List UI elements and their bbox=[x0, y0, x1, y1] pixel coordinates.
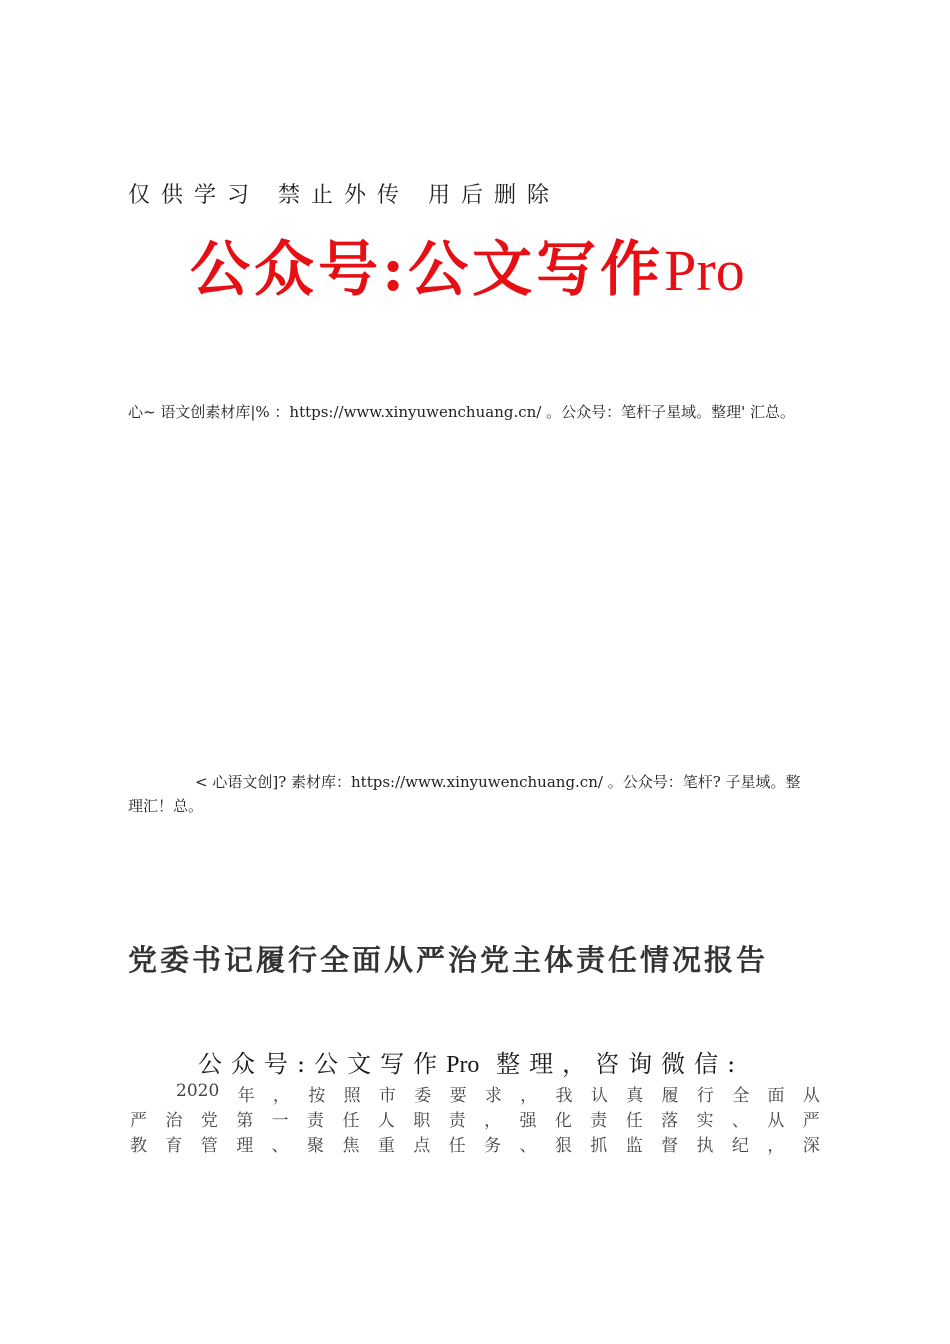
body-char: 聚 bbox=[307, 1136, 325, 1156]
body-char: 党 bbox=[200, 1111, 218, 1131]
brand-banner-cn: 公众号:公文写作 bbox=[190, 235, 665, 305]
brand-banner-pro: Pro bbox=[664, 238, 745, 303]
body-char: 全 bbox=[732, 1086, 750, 1106]
body-char: 化 bbox=[554, 1111, 572, 1131]
body-paragraph-line-3 bbox=[130, 1131, 820, 1156]
body-paragraph-line-2 bbox=[130, 1106, 820, 1131]
body-char: 求 bbox=[484, 1086, 502, 1106]
body-char: 深 bbox=[802, 1136, 820, 1156]
body-char: 监 bbox=[625, 1136, 643, 1156]
body-char: ， bbox=[272, 1086, 290, 1106]
body-char: 按 bbox=[308, 1086, 326, 1106]
body-char: 责 bbox=[448, 1111, 466, 1131]
body-char: 任 bbox=[342, 1111, 360, 1131]
body-char: 照 bbox=[343, 1086, 361, 1106]
body-char: 委 bbox=[414, 1086, 432, 1106]
restriction-notice: 仅供学习 禁止外传 用后删除 bbox=[128, 183, 560, 208]
body-char: 真 bbox=[626, 1086, 644, 1106]
body-char: 教 bbox=[130, 1136, 147, 1156]
body-char: 、 bbox=[731, 1111, 749, 1131]
source-info-line-1: 心~ 语文创素材库|% ：https://www.xinyuwenchuang.cn/ 。公众号：笔杆子星域。整理' 汇总。 bbox=[128, 403, 795, 421]
body-char: 市 bbox=[378, 1086, 396, 1106]
body-char: 治 bbox=[165, 1111, 183, 1131]
body-char: 履 bbox=[661, 1086, 679, 1106]
body-char: 认 bbox=[590, 1086, 608, 1106]
body-char: 、 bbox=[271, 1136, 289, 1156]
body-char: 我 bbox=[555, 1086, 573, 1106]
body-char: 强 bbox=[519, 1111, 537, 1131]
body-char: 严 bbox=[802, 1111, 820, 1131]
body-char: 落 bbox=[661, 1111, 679, 1131]
body-paragraph-line-1 bbox=[176, 1081, 820, 1106]
body-char: 狠 bbox=[554, 1136, 572, 1156]
body-char: 责 bbox=[590, 1111, 608, 1131]
body-char: 行 bbox=[696, 1086, 714, 1106]
body-char: 纪 bbox=[731, 1136, 749, 1156]
body-char: 一 bbox=[271, 1111, 289, 1131]
body-char: 要 bbox=[449, 1086, 467, 1106]
body-char: 责 bbox=[307, 1111, 325, 1131]
body-char: 理 bbox=[236, 1136, 254, 1156]
body-char: 督 bbox=[661, 1136, 679, 1156]
body-char: 第 bbox=[236, 1111, 254, 1131]
body-char: ， bbox=[767, 1136, 785, 1156]
body-char: 、 bbox=[519, 1136, 537, 1156]
body-char: 年 bbox=[237, 1086, 255, 1106]
body-char: 执 bbox=[696, 1136, 714, 1156]
document-title: 党委书记履行全面从严治党主体责任情况报告 bbox=[128, 943, 769, 977]
body-char: 人 bbox=[377, 1111, 395, 1131]
body-char: 育 bbox=[165, 1136, 183, 1156]
body-char: ， bbox=[484, 1111, 502, 1131]
subtitle-prefix: 公众号:公文写作 bbox=[198, 1050, 447, 1078]
subtitle-suffix: 整理，咨询微信: bbox=[496, 1050, 745, 1078]
body-char: 任 bbox=[625, 1111, 643, 1131]
body-char: 点 bbox=[413, 1136, 431, 1156]
body-char: 从 bbox=[767, 1111, 785, 1131]
body-char: 职 bbox=[413, 1111, 431, 1131]
body-char: 实 bbox=[696, 1111, 714, 1131]
body-char: 任 bbox=[448, 1136, 466, 1156]
brand-banner bbox=[190, 222, 745, 308]
body-char: 面 bbox=[767, 1086, 785, 1106]
document-subtitle bbox=[198, 1044, 744, 1079]
body-char: 焦 bbox=[342, 1136, 360, 1156]
source-info-line-3: 理汇！总。 bbox=[128, 797, 204, 815]
body-char: 重 bbox=[377, 1136, 395, 1156]
body-char: 严 bbox=[130, 1111, 147, 1131]
body-char: 务 bbox=[484, 1136, 502, 1156]
body-char: 抓 bbox=[590, 1136, 608, 1156]
body-char: 2020 bbox=[176, 1081, 220, 1101]
body-char: 从 bbox=[802, 1086, 820, 1106]
body-char: ， bbox=[520, 1086, 538, 1106]
subtitle-pro: Pro bbox=[446, 1052, 480, 1078]
body-char: 管 bbox=[200, 1136, 218, 1156]
source-info-line-2: < 心语文创]? 素材库：https://www.xinyuwenchuang.cn/ 。公众号：笔杆? 子星域。整 bbox=[195, 773, 801, 791]
